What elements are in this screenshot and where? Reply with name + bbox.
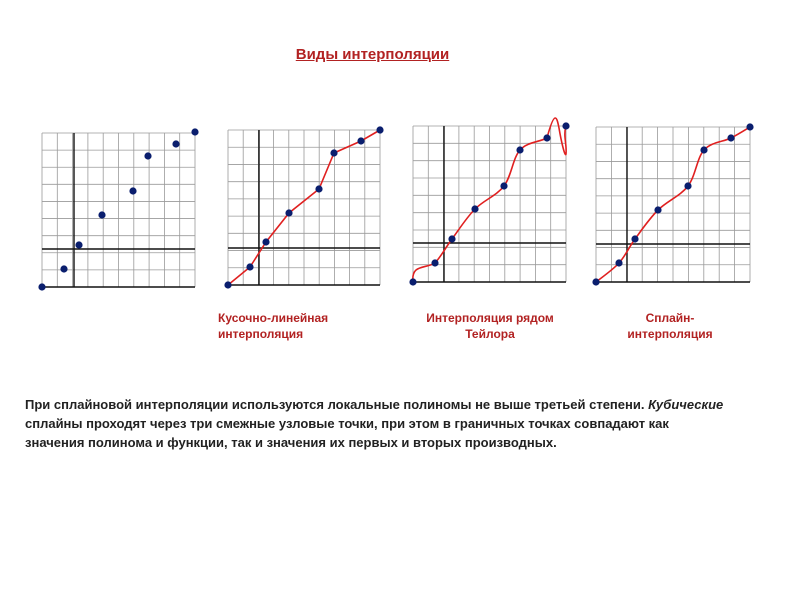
nodal-point bbox=[172, 140, 179, 147]
nodal-point bbox=[246, 263, 253, 270]
nodal-point bbox=[376, 126, 383, 133]
nodal-point bbox=[654, 206, 661, 213]
nodal-point bbox=[191, 128, 198, 135]
nodal-point bbox=[60, 265, 67, 272]
nodal-point bbox=[631, 235, 638, 242]
nodal-point bbox=[562, 122, 569, 129]
nodal-point bbox=[285, 209, 292, 216]
nodal-point bbox=[543, 134, 550, 141]
nodal-point bbox=[357, 137, 364, 144]
nodal-point bbox=[448, 235, 455, 242]
nodal-point bbox=[224, 281, 231, 288]
page-title: Виды интерполяции bbox=[295, 46, 450, 63]
paragraph-text-2: сплайны проходят через три смежные узловые точки, при этом в граничных точках совпадают как значения полинома и функции, так и значения их первых и вторых производных. bbox=[25, 416, 669, 450]
caption-line: Тейлора bbox=[465, 327, 515, 341]
nodal-point bbox=[615, 259, 622, 266]
caption-line: интерполяция bbox=[218, 327, 304, 341]
nodal-point bbox=[409, 278, 416, 285]
nodal-point bbox=[75, 241, 82, 248]
nodal-point bbox=[98, 211, 105, 218]
caption-taylor bbox=[405, 310, 575, 342]
nodal-point bbox=[592, 278, 599, 285]
caption-line: Кусочно-линейная bbox=[218, 311, 329, 325]
description-paragraph bbox=[25, 395, 725, 452]
nodal-point bbox=[471, 205, 478, 212]
nodal-point bbox=[684, 182, 691, 189]
caption-line: интерполяция bbox=[627, 327, 713, 341]
caption-line: Интерполяция рядом bbox=[426, 311, 554, 325]
nodal-point bbox=[700, 146, 707, 153]
caption-spline bbox=[600, 310, 740, 342]
nodal-point bbox=[431, 259, 438, 266]
nodal-point bbox=[262, 238, 269, 245]
nodal-point bbox=[144, 152, 151, 159]
caption-piecewise-linear bbox=[218, 310, 378, 342]
nodal-point bbox=[746, 123, 753, 130]
nodal-point bbox=[727, 134, 734, 141]
nodal-point bbox=[38, 283, 45, 290]
nodal-point bbox=[330, 149, 337, 156]
paragraph-text-1: При сплайновой интерполяции используются локальные полиномы не выше третьей степени. bbox=[25, 397, 649, 412]
nodal-point bbox=[500, 182, 507, 189]
caption-line: Сплайн- bbox=[645, 311, 695, 325]
nodal-point bbox=[129, 187, 136, 194]
nodal-point bbox=[516, 146, 523, 153]
paragraph-emphasis: Кубические bbox=[648, 397, 724, 412]
nodal-point bbox=[315, 185, 322, 192]
